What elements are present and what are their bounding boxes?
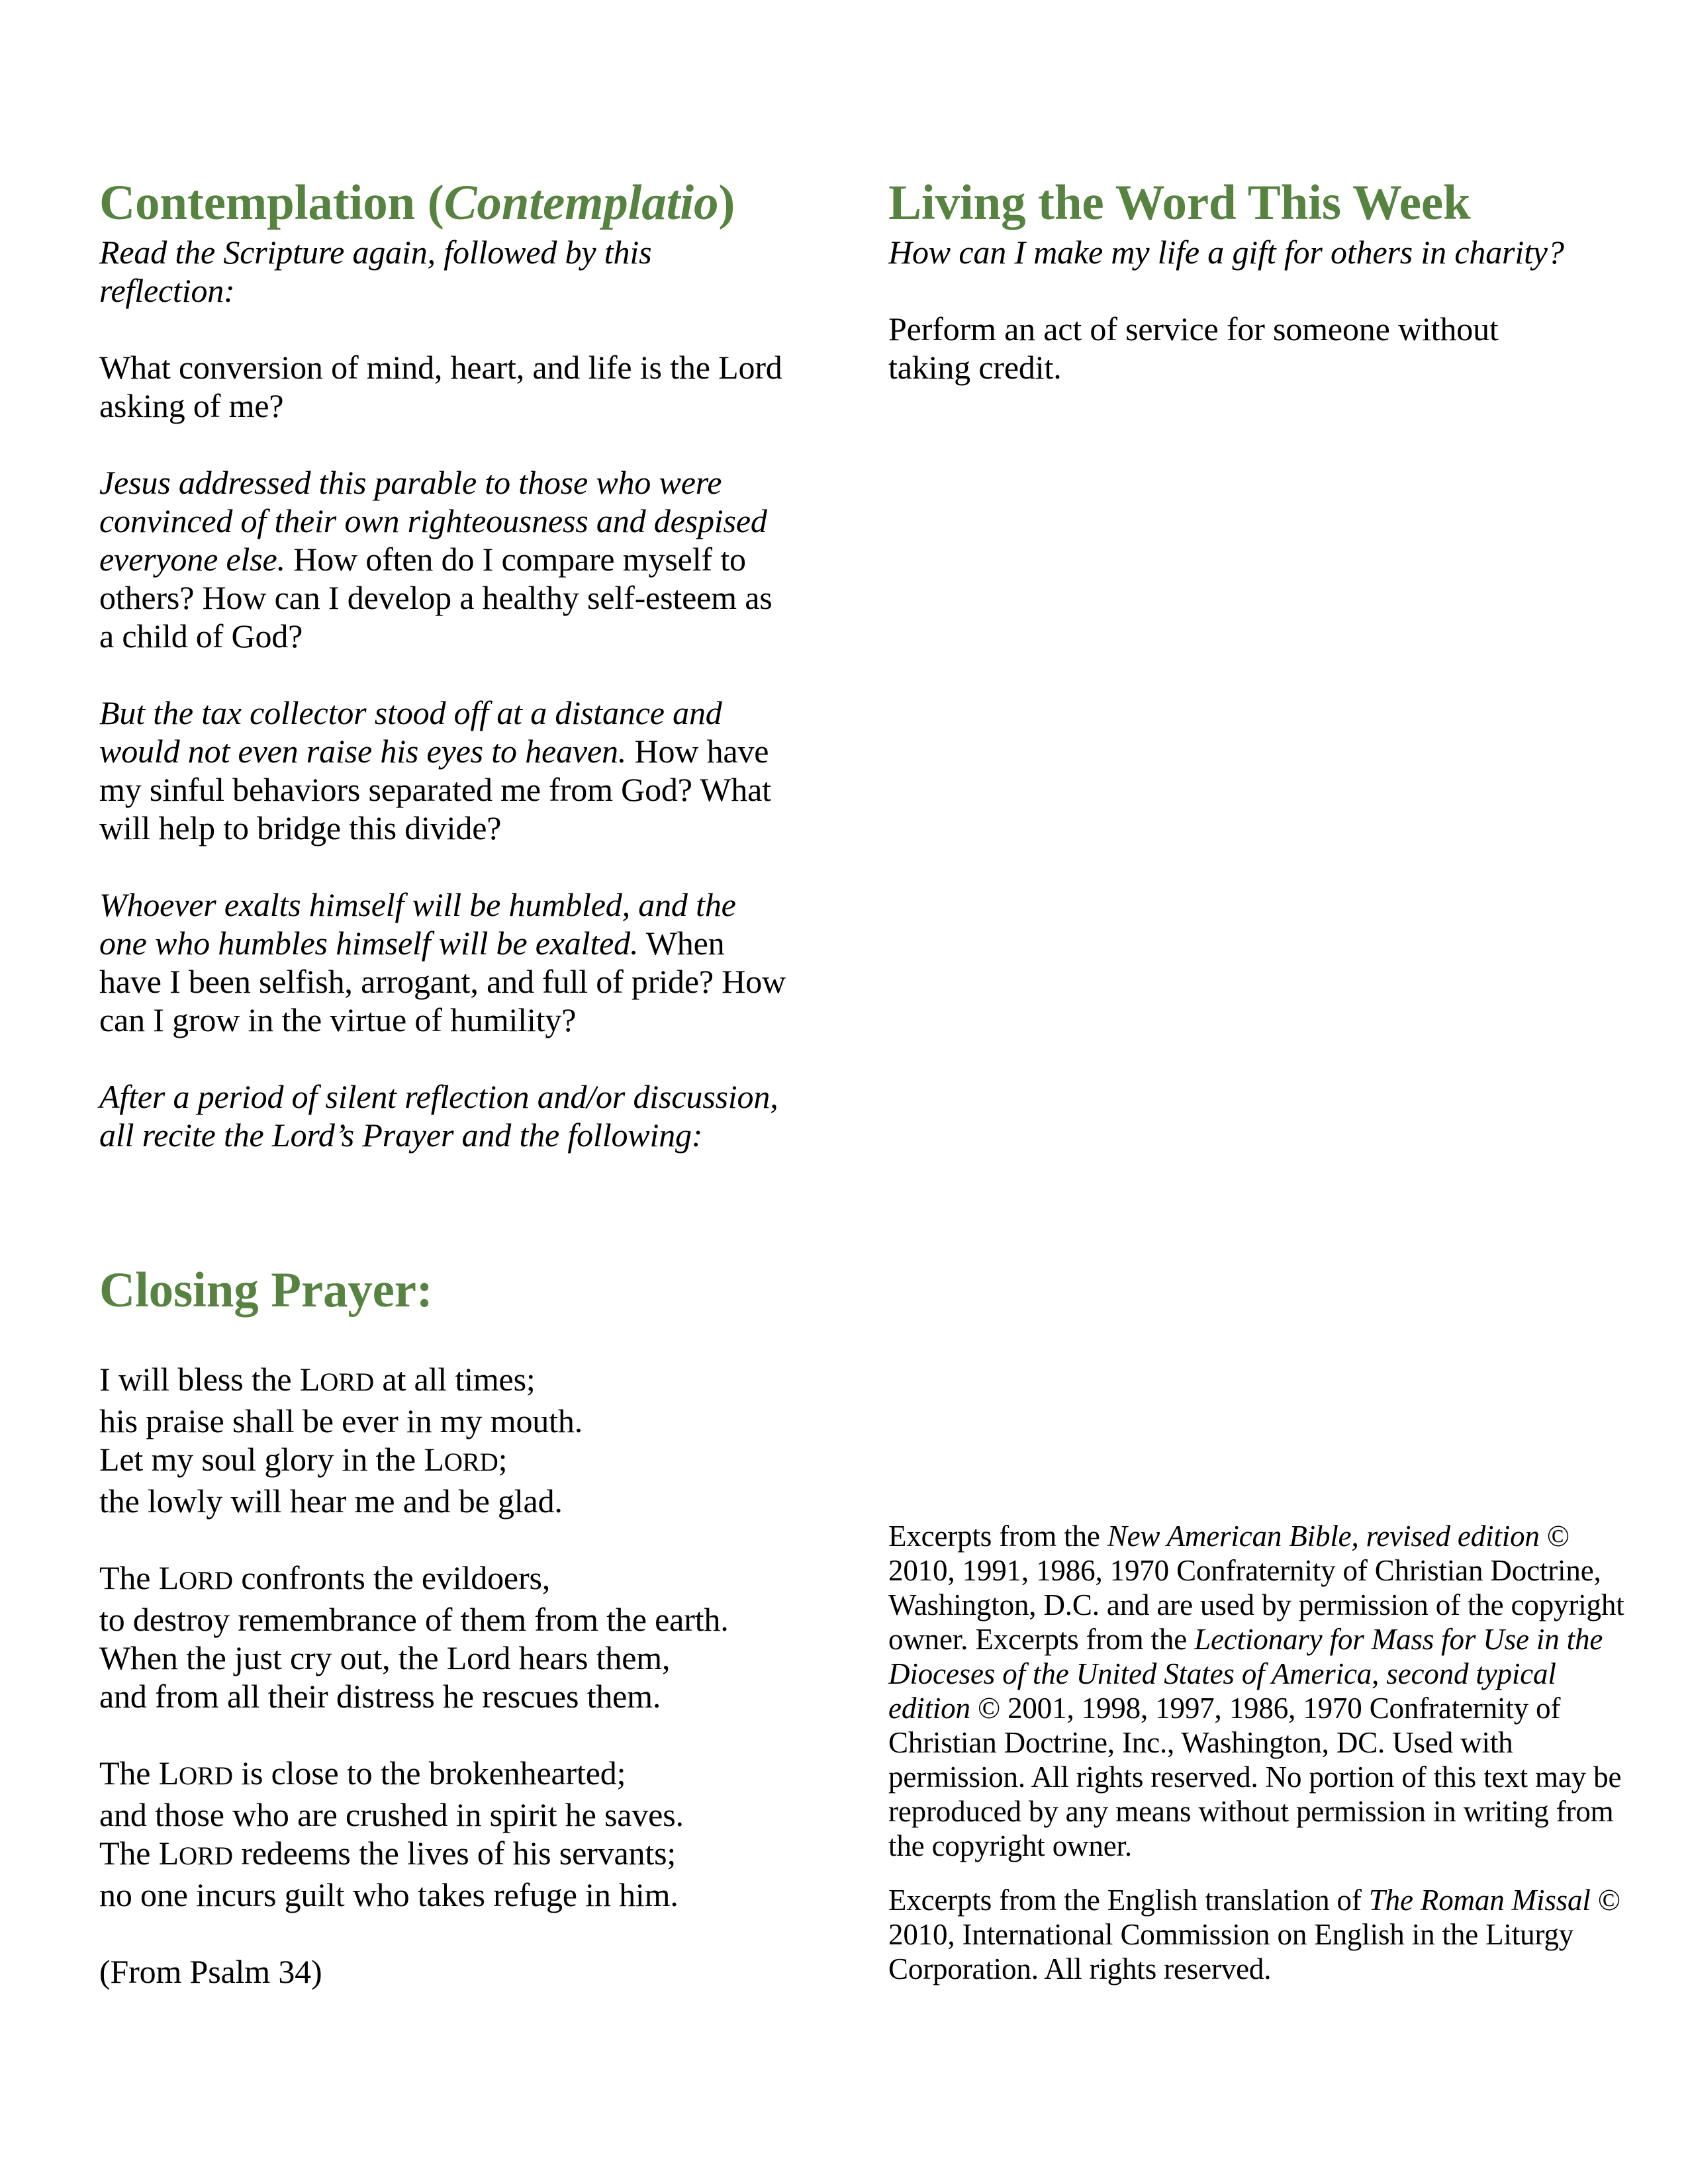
psalm-stanza-2: The LORD confronts the evildoers, to destroy remembrance of them from the earth. When the just cry out, the Lord hears them, and from all their distress he rescues them. [99, 1559, 729, 1715]
living-the-word-question: How can I make my life a gift for others in charity? [888, 234, 1564, 271]
copyright-nab-lectionary: Excerpts from the New American Bible, revised edition © 2010, 1991, 1986, 1970 Confraternity of Christian Doctrine, Washington, D.C. and are used by permission of the copyright owner. Excerpts from the Lectionary for Mass for Use in the Dioceses of the United States of America, second typical edition © 2001, 1998, 1997, 1986, 1970 Confraternity of Christian Doctrine, Inc., Washington, DC. Used with permission. All rights reserved. No portion of this text may be reproduced by any means without permission in writing from the copyright owner. [888, 1520, 1624, 1862]
living-the-word-heading: Living the Word This Week [888, 175, 1471, 230]
psalm-stanza-1: I will bless the LORD at all times; his praise shall be ever in my mouth. Let my soul glory in the LORD; the lowly will hear me and be glad. [99, 1361, 583, 1520]
contemplation-instruction: Read the Scripture again, followed by this reflection: [99, 234, 652, 309]
reflection-question: What conversion of mind, heart, and life is the Lord asking of me? [99, 349, 782, 424]
closing-prayer-heading: Closing Prayer: [99, 1263, 433, 1318]
copyright-notices [888, 1519, 1688, 1986]
reflection-paragraph-3: Whoever exalts himself will be humbled, and the one who humbles himself will be exalted. When have I been selfish, arrogant, and full of pride? How can I grow in the virtue of humility? [99, 886, 786, 1038]
right-column [888, 173, 1676, 387]
reflection-paragraph-2: But the tax collector stood off at a distance and would not even raise his eyes to heaven. How have my sinful behaviors separated me from God? What will help to bridge this divide? [99, 694, 771, 846]
left-column [99, 173, 880, 1991]
contemplation-heading: Contemplation (Contemplatio) [99, 175, 735, 230]
copyright-roman-missal: Excerpts from the English translation of The Roman Missal © 2010, International Commission on English in the Liturgy Corporation. All rights reserved. [888, 1884, 1620, 1985]
psalm-stanza-3: The LORD is close to the brokenhearted; and those who are crushed in spirit he saves. The LORD redeems the lives of his servants; no one incurs guilt who takes refuge in him. [99, 1754, 684, 1913]
discussion-instruction: After a period of silent reflection and/or discussion, all recite the Lord’s Prayer and the following: [99, 1078, 778, 1154]
psalm-attribution: (From Psalm 34) [99, 1953, 322, 1990]
living-the-word-action: Perform an act of service for someone without taking credit. [888, 310, 1499, 386]
reflection-paragraph-1: Jesus addressed this parable to those who were convinced of their own righteousness and despised everyone else. How often do I compare myself to others? How can I develop a healthy self-esteem as a child of God? [99, 464, 773, 655]
